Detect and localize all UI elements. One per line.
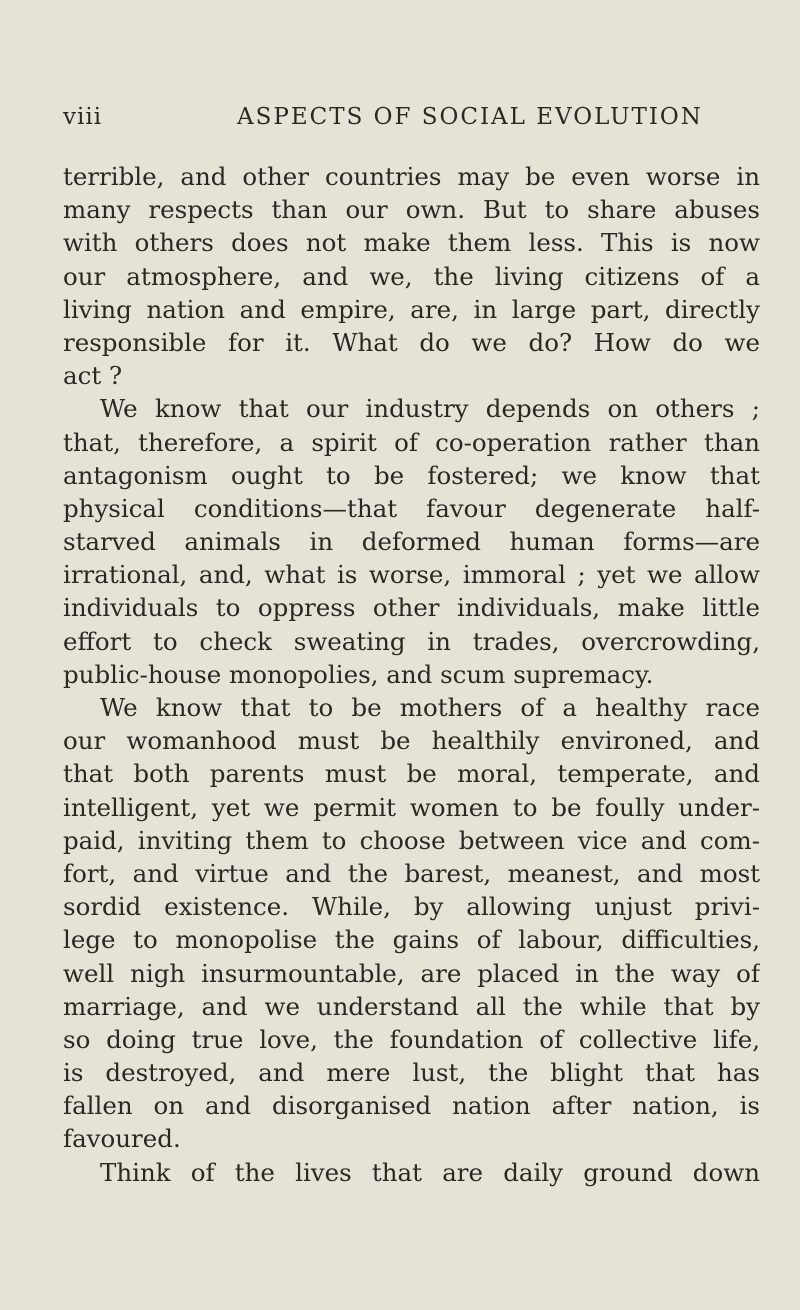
running-title: ASPECTS OF SOCIAL EVOLUTION — [237, 104, 703, 130]
text-line: physical conditions—that favour degenerate half- — [63, 493, 760, 523]
running-head — [63, 104, 760, 138]
text-line: Think of the lives that are daily ground down — [100, 1157, 760, 1187]
text-line: effort to check sweating in trades, overcrowding, — [63, 626, 760, 656]
text-line: starved animals in deformed human forms—are — [63, 527, 760, 557]
text-line: individuals to oppress other individuals, make little — [63, 593, 760, 623]
text-line: paid, inviting them to choose between vice and com- — [63, 825, 760, 855]
text-line: lege to monopolise the gains of labour, difficulties, — [63, 925, 760, 955]
text-line: that, therefore, a spirit of co-operation rather than — [63, 427, 760, 457]
text-line: that both parents must be moral, temperate, and — [63, 759, 760, 789]
text-line: sordid existence. While, by allowing unjust privi- — [63, 892, 760, 922]
text-line: fort, and virtue and the barest, meanest, and most — [63, 858, 760, 888]
text-line: living nation and empire, are, in large part, directly — [63, 294, 760, 324]
text-line: public-house monopolies, and scum supremacy. — [63, 659, 654, 689]
text-line: many respects than our own. But to share abuses — [63, 195, 760, 225]
text-line: irrational, and, what is worse, immoral ; yet we allow — [63, 560, 760, 590]
text-line: antagonism ought to be fostered; we know that — [63, 460, 760, 490]
text-line: is destroyed, and mere lust, the blight that has — [63, 1058, 760, 1088]
text-line: so doing true love, the foundation of collective life, — [63, 1024, 760, 1054]
text-line: with others does not make them less. This is now — [63, 228, 760, 258]
text-line: favoured. — [63, 1124, 181, 1154]
text-line: marriage, and we understand all the while that by — [63, 991, 760, 1021]
body-text — [63, 160, 760, 1189]
text-line: We know that our industry depends on others ; — [100, 394, 760, 424]
text-line: We know that to be mothers of a healthy race — [100, 693, 760, 722]
text-line: our atmosphere, and we, the living citizens of a — [63, 261, 760, 291]
page-number: viii — [63, 104, 103, 130]
text-line: intelligent, yet we permit women to be foully under- — [63, 792, 760, 822]
text-line: terrible, and other countries may be even worse in — [63, 162, 760, 191]
text-line: responsible for it. What do we do? How do we — [63, 327, 760, 357]
text-line: act ? — [63, 361, 123, 391]
text-line: well nigh insurmountable, are placed in the way of — [63, 958, 760, 988]
text-line: fallen on and disorganised nation after nation, is — [63, 1091, 760, 1121]
text-line: our womanhood must be healthily environed, and — [63, 726, 760, 756]
